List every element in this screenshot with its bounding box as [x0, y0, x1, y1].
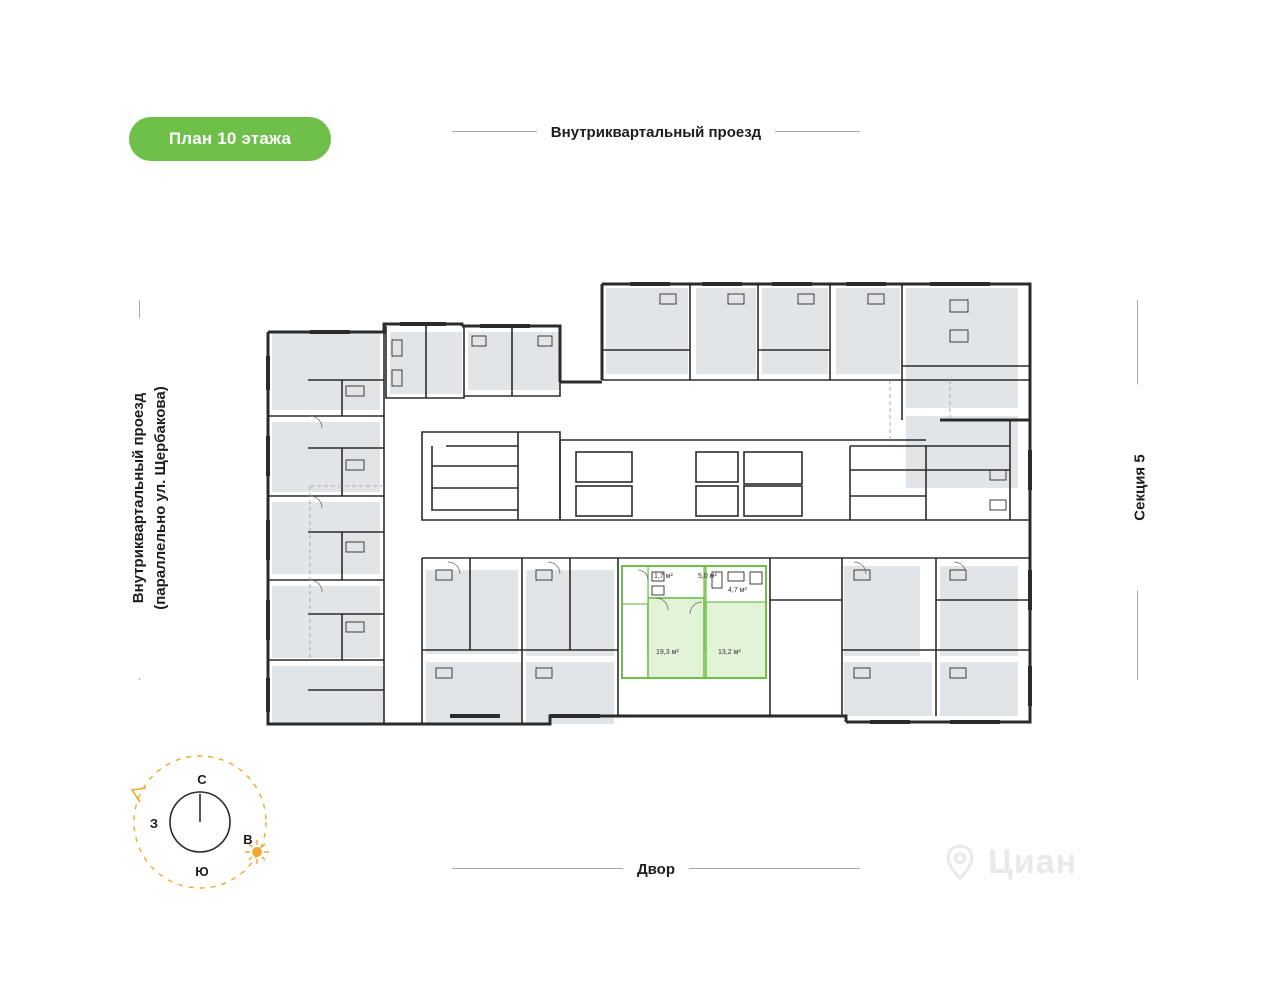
compass-rose	[120, 740, 290, 900]
floor-plan-badge-label: План 10 этажа	[168, 129, 292, 148]
area-label-kitchen: 5,0 м²	[698, 573, 717, 580]
compass-east-label: В	[243, 832, 253, 847]
area-label-living-room: 19,3 м²	[656, 649, 679, 656]
caption-top-label: Внутриквартальный проезд	[537, 124, 775, 141]
caption-left-line2: (параллельно ул. Щербакова)	[152, 386, 169, 610]
floor-plan-badge	[129, 117, 331, 161]
caption-bottom-label: Двор	[623, 861, 689, 878]
caption-left-line1: Внутриквартальный проезд	[130, 392, 147, 604]
caption-left-label	[122, 318, 178, 678]
caption-top	[452, 112, 860, 152]
compass-north-label: С	[197, 772, 207, 787]
caption-right	[1110, 300, 1170, 680]
watermark	[940, 838, 1150, 886]
area-label-hall: 1,7 м²	[654, 573, 673, 580]
caption-left	[112, 300, 172, 680]
watermark-text: Циан	[988, 842, 1078, 881]
compass-west-label: З	[149, 816, 159, 831]
floor-plan-drawing[interactable]	[250, 270, 1040, 730]
compass-south-label: Ю	[195, 864, 209, 879]
watermark-logo-icon	[940, 842, 980, 882]
caption-right-label: Секция 5	[1126, 385, 1155, 591]
area-label-bathroom: 4,7 м²	[728, 587, 747, 594]
area-label-bedroom: 13,2 м²	[718, 649, 741, 656]
caption-bottom	[452, 849, 860, 889]
